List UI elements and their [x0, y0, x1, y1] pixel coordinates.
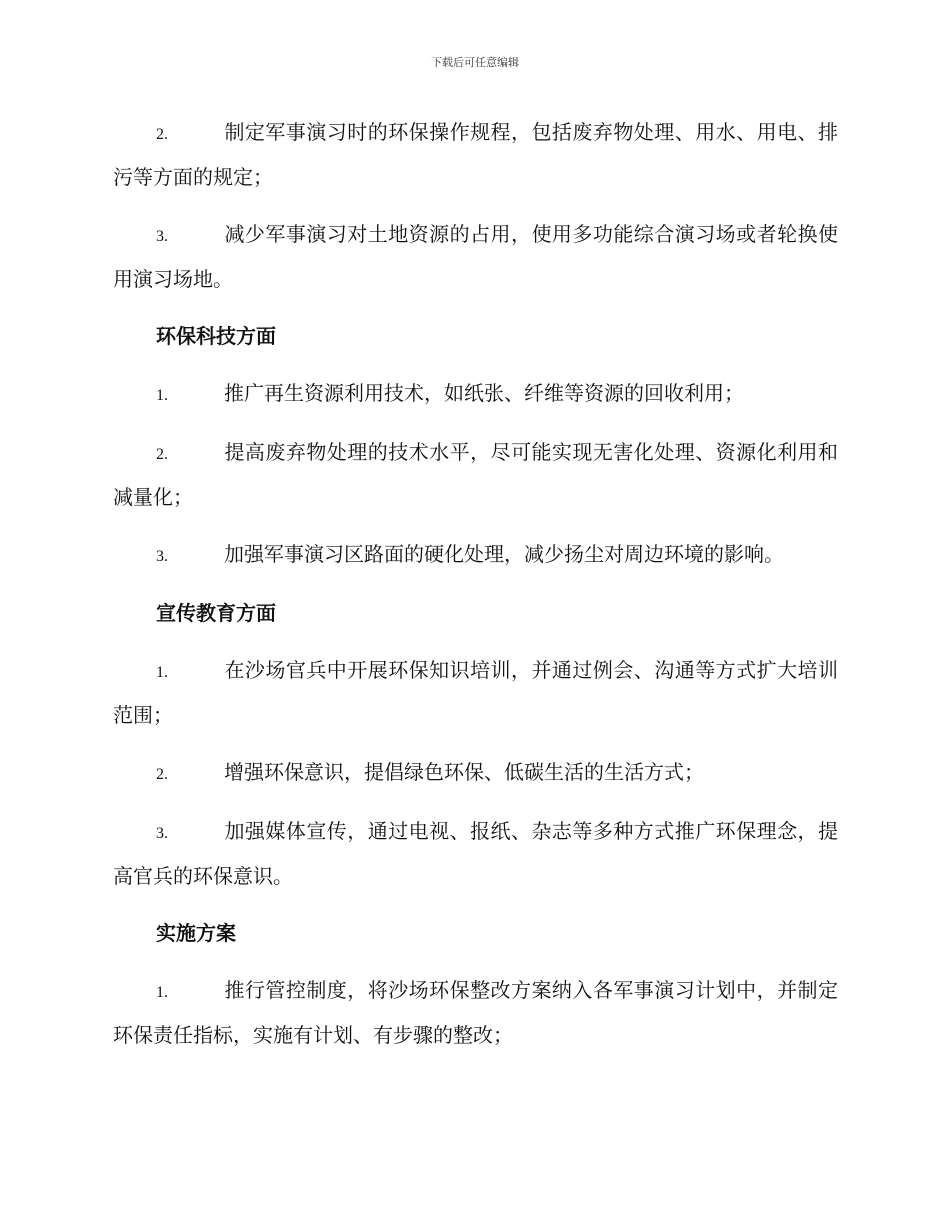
list-number: 1.: [156, 387, 168, 404]
list-item: [113, 431, 838, 519]
list-number: 3.: [156, 548, 168, 565]
list-number: 2.: [156, 766, 168, 783]
list-item: [113, 533, 838, 578]
list-text: 增强环保意识，提倡绿色环保、低碳生活的生活方式；: [224, 760, 704, 784]
list-text: 加强媒体宣传，通过电视、报纸、杂志等多种方式推广环保理念，提高官兵的环保意识。: [113, 819, 838, 888]
header-note: 下载后可任意编辑: [431, 56, 519, 69]
list-number: 2.: [156, 126, 168, 143]
list-item: [113, 969, 838, 1057]
section-heading: 环保科技方面: [156, 324, 276, 348]
list-item: [113, 111, 838, 199]
list-text: 推行管控制度，将沙场环保整改方案纳入各军事演习计划中，并制定环保责任指标，实施有计划、有步骤的整改；: [113, 978, 838, 1047]
document-body: [113, 111, 838, 1071]
list-number: 1.: [156, 664, 168, 681]
list-item: [113, 810, 838, 898]
list-number: 3.: [156, 825, 168, 842]
list-text: 加强军事演习区路面的硬化处理，减少扬尘对周边环境的影响。: [224, 542, 784, 566]
list-number: 1.: [156, 984, 168, 1001]
list-item: [113, 213, 838, 301]
list-text: 推广再生资源利用技术，如纸张、纤维等资源的回收利用；: [224, 381, 744, 405]
list-text: 提高废弃物处理的技术水平，尽可能实现无害化处理、资源化利用和减量化；: [113, 440, 838, 509]
list-item: [113, 649, 838, 737]
list-text: 制定军事演习时的环保操作规程，包括废弃物处理、用水、用电、排污等方面的规定；: [113, 120, 838, 189]
list-number: 3.: [156, 228, 168, 245]
list-text: 在沙场官兵中开展环保知识培训，并通过例会、沟通等方式扩大培训范围；: [113, 658, 838, 727]
list-text: 减少军事演习对土地资源的占用，使用多功能综合演习场或者轮换使用演习场地。: [113, 222, 838, 291]
list-item: [113, 372, 838, 417]
list-number: 2.: [156, 446, 168, 463]
section-heading: 宣传教育方面: [156, 601, 276, 625]
list-item: [113, 751, 838, 796]
section-heading: 实施方案: [156, 921, 236, 945]
